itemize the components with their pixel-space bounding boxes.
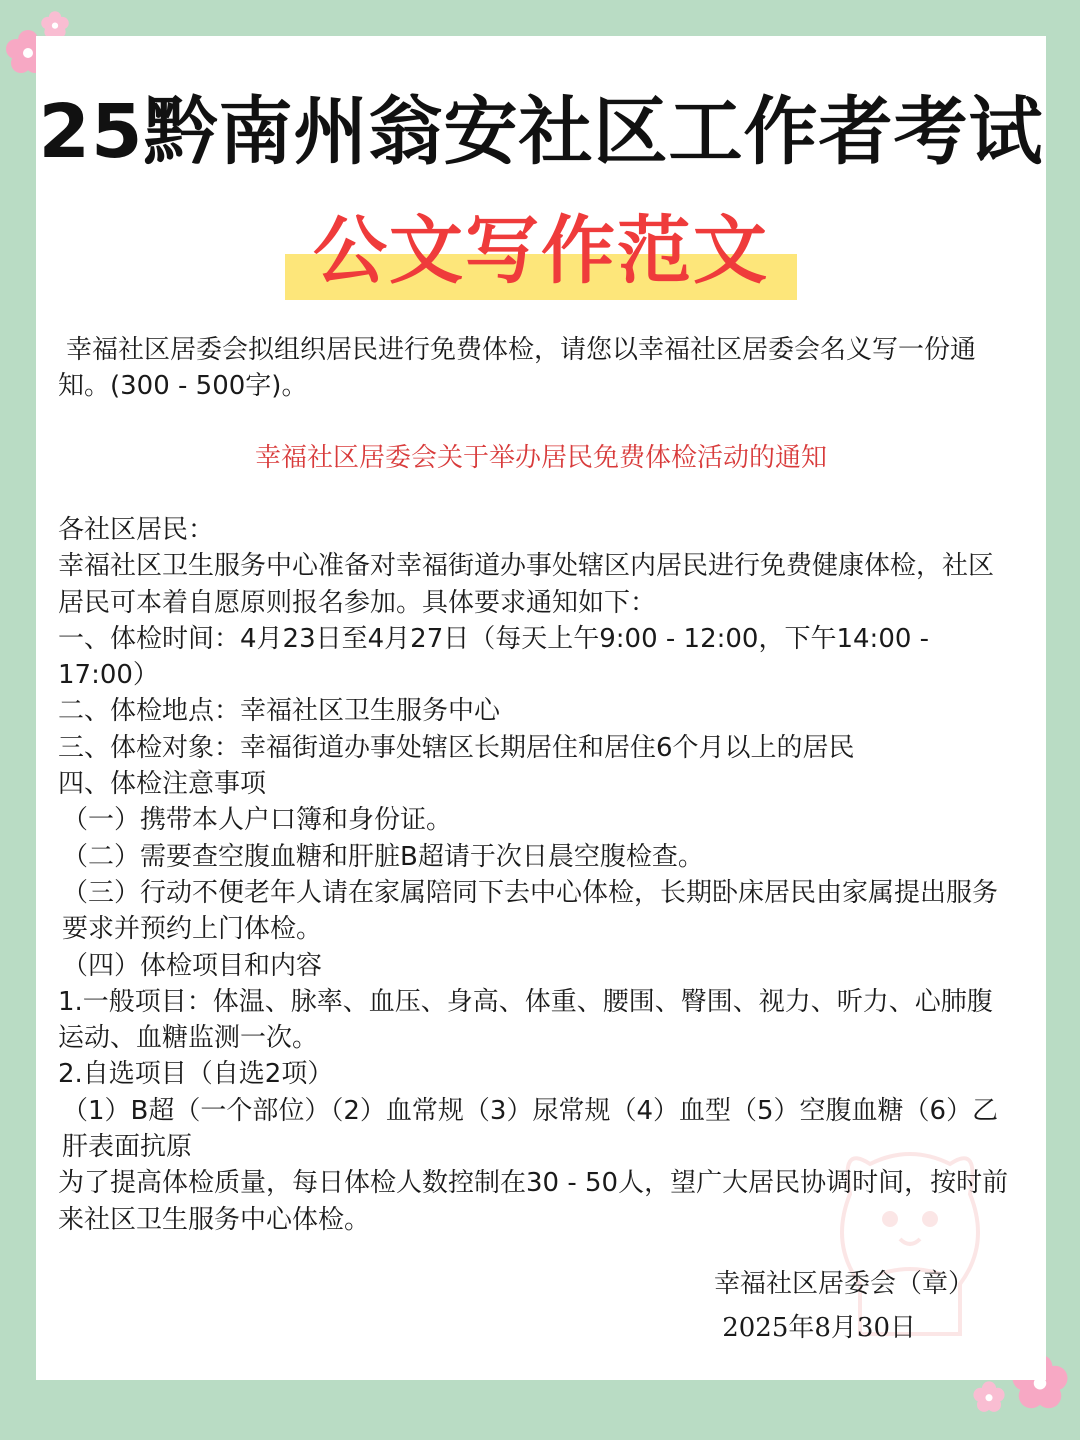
item-target: 三、体检对象：幸福街道办事处辖区长期居住和居住6个月以上的居民 bbox=[58, 732, 855, 763]
optional-items: （1）B超（一个部位）（2）血常规（3）尿常规（4）血型（5）空腹血糖（6）乙肝表面抗原 bbox=[62, 1095, 999, 1163]
notice-heading: 幸福社区居委会关于举办居民免费体检活动的通知 bbox=[254, 443, 827, 473]
optional-title: 2.自选项目（自选2项） bbox=[58, 1059, 334, 1090]
subtitle-block bbox=[36, 206, 1046, 296]
flower-icon bbox=[972, 1380, 1006, 1414]
notice-body bbox=[58, 512, 1018, 1238]
notice-card bbox=[36, 36, 1046, 1380]
sub-item-documents: （一）携带本人户口簿和身份证。 bbox=[62, 805, 453, 836]
signature-org: 幸福社区居委会（章） bbox=[713, 1269, 974, 1299]
page-title: 25黔南州翁安社区工作者考试 bbox=[38, 89, 1044, 175]
question-prompt: 幸福社区居委会拟组织居民进行免费体检，请您以幸福社区居委会名义写一份通知。(300 - 500字)。 bbox=[58, 335, 977, 401]
salutation: 各社区居民： bbox=[58, 515, 215, 545]
intro-paragraph: 幸福社区卫生服务中心准备对幸福街道办事处辖区内居民进行免费健康体检，社区居民可本着自愿原则报名参加。具体要求通知如下： bbox=[58, 551, 995, 618]
closing-paragraph: 为了提高体检质量，每日体检人数控制在30 - 50人，望广大居民协调时间，按时前来社区卫生服务中心体检。 bbox=[58, 1168, 1009, 1235]
item-location: 二、体检地点：幸福社区卫生服务中心 bbox=[58, 696, 501, 727]
subtitle-text: 公文写作范文 bbox=[313, 208, 769, 294]
general-items: 1.一般项目：体温、脉率、血压、身高、体重、腰围、臀围、视力、听力、心肺腹运动、血糖监测一次。 bbox=[58, 986, 993, 1054]
item-time: 一、体检时间：4月23日至4月27日（每天上午9:00 - 12:00，下午14:00 - 17:00） bbox=[58, 623, 930, 691]
sub-item-fasting: （二）需要查空腹血糖和肝脏B超请于次日晨空腹检查。 bbox=[62, 841, 704, 872]
sub-item-elderly: （三）行动不便老年人请在家属陪同下去中心体检，长期卧床居民由家属提出服务要求并预约上门体检。 bbox=[62, 877, 999, 945]
signature-block bbox=[654, 1262, 974, 1350]
item-notes: 四、体检注意事项 bbox=[58, 769, 267, 800]
signature-date: 2025年8月30日 bbox=[722, 1313, 916, 1343]
sub-item-content: （四）体检项目和内容 bbox=[62, 950, 323, 981]
subtitle bbox=[285, 206, 797, 296]
